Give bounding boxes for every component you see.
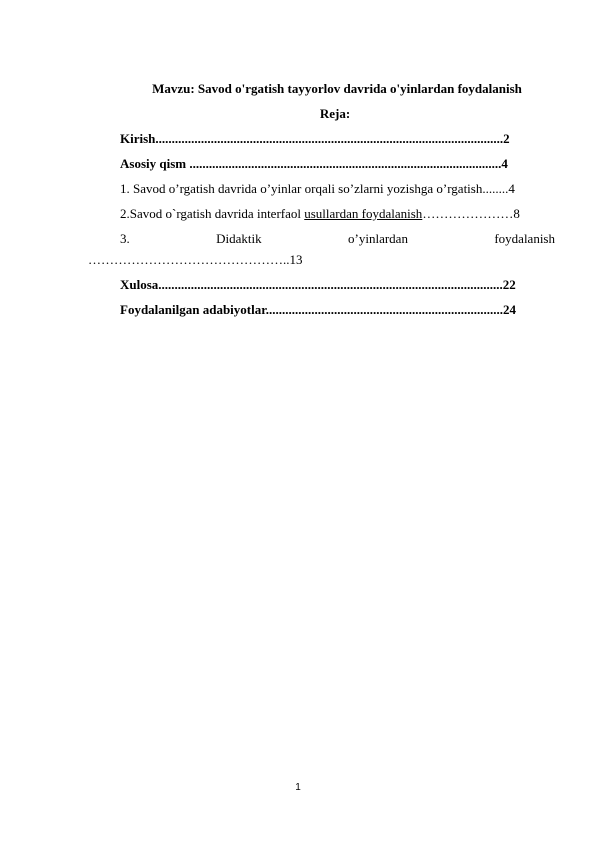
- toc-entry-3-word-2: o’yinlardan: [348, 231, 408, 246]
- toc-entry-3-continuation: ………………………………………..13: [88, 252, 303, 267]
- page-number: 1: [295, 782, 301, 793]
- toc-entry-2-prefix: 2.Savod o`rgatish davrida interfaol: [120, 206, 305, 221]
- toc-entry-asosiy-qism: Asosiy qism ................................................................................................4: [120, 156, 508, 171]
- plan-heading: Reja:: [319, 106, 351, 121]
- toc-entry-2-underlined-text: usullardan foydalanish: [304, 206, 423, 221]
- toc-entry-2: [120, 205, 550, 223]
- toc-entry-3-word-1: Didaktik: [216, 231, 262, 246]
- toc-entry-kirish: Kirish...........................................................................................................2: [120, 131, 510, 146]
- toc-entry-3: [120, 230, 555, 248]
- toc-entry-3-number: 3.: [120, 231, 130, 246]
- toc-entry-xulosa: Xulosa..........................................................................................................22: [120, 277, 516, 292]
- toc-entry-1: 1. Savod o’rgatish davrida o’yinlar orqali so’zlarni yozishga o’rgatish........4: [120, 181, 515, 196]
- toc-entry-adabiyotlar: Foydalanilgan adabiyotlar.........................................................................24: [120, 302, 517, 317]
- document-title: Mavzu: Savod o'rgatish tayyorlov davrida o'yinlardan foydalanish: [152, 81, 522, 96]
- toc-entry-2-suffix: …………………8: [422, 206, 520, 221]
- toc-entry-3-word-3: foydalanish: [494, 231, 555, 246]
